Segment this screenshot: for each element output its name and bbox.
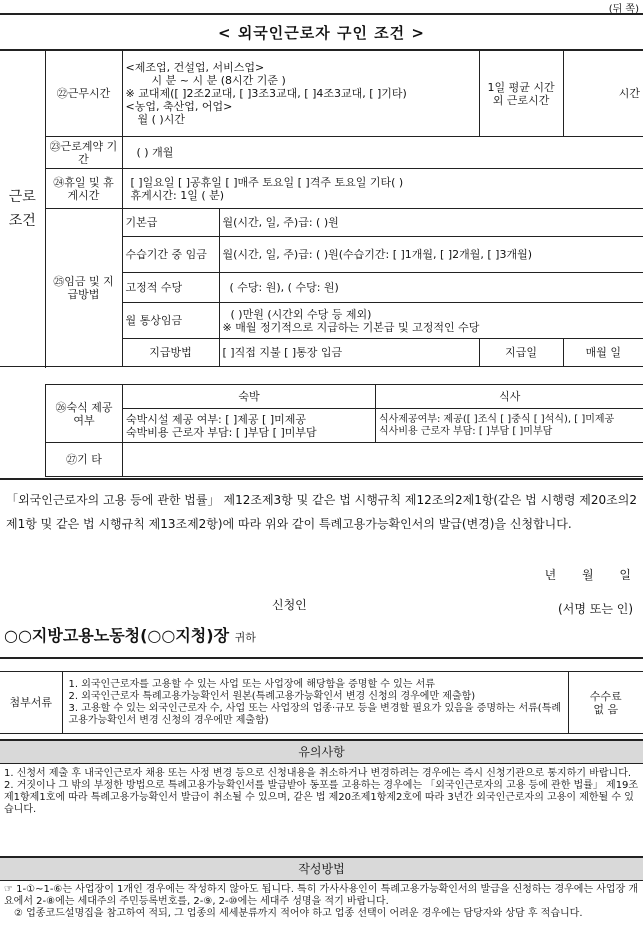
monthly-wage-label: 월 통상임금 (122, 303, 219, 339)
lodging-label: ㉖숙식 제공 여부 (46, 385, 123, 443)
attachments-label: 첨부서류 (0, 672, 62, 734)
work-hours-label: ㉒근무시간 (45, 51, 122, 137)
top-rule (0, 13, 643, 15)
trial-pay-value: 월(시간, 일, 주)급: ( )원(수습기간: [ ]1개월, [ ]2개월, [ ]3개월) (219, 237, 643, 273)
monthly-wage-value: ( )만원 (시간외 수당 등 제외) ※ 매월 정기적으로 지급하는 기본급 및 고정적인 수당 (219, 303, 643, 339)
overtime-label: 1일 평균 시간외 근로시간 (479, 51, 563, 137)
office-name: ○○지방고용노동청(○○지청)장 귀하 (4, 626, 256, 645)
attachments-list: 1. 외국인근로자를 고용할 수 있는 사업 또는 사업장에 해당함을 증명할 수 있는 서류 2. 외국인근로자 특례고용가능확인서 원본(특례고용가능확인서 변경 신청의 경우에만 제출함) 3. 고용할 수 있는 외국인근로자 수, 사업 또는 사업장의 업종·규모 등을 변경할 필요가 있음을 증명하는 서류(특례고용가능확인서 변경 신청의 경우에만 제출함) (62, 672, 568, 734)
pay-method-label: 지급방법 (122, 339, 219, 367)
wage-label: ㉕임금 및 지급방법 (45, 209, 122, 367)
date-line: 년 월 일 (544, 568, 631, 582)
holiday-label: ㉔휴일 및 휴게시간 (45, 169, 122, 209)
fixed-allowance-label: 고정적 수당 (122, 273, 219, 303)
lodging-detail: 숙박시설 제공 여부: [ ]제공 [ ]미제공 숙박비용 근로자 부담: [ ]부담 [ ]미부담 (123, 409, 376, 443)
payday-label: 지급일 (479, 339, 563, 367)
application-statement: 「외국인근로자의 고용 등에 관한 법률」 제12조제3항 및 같은 법 시행규칙 제12조의2제1항(같은 법 시행령 제20조의2제1항 및 같은 법 시행규칙 제13조제2항)에 따라 위와 같이 특례고용가능확인서의 발급(변경)을 신청합니다. (6, 493, 637, 531)
other-value (123, 443, 643, 477)
pay-method-value: [ ]직접 지불 [ ]통장 입금 (219, 339, 479, 367)
signature-label: (서명 또는 인) (558, 602, 633, 616)
howto-list: ☞ 1-①~1-⑥는 사업장이 1개인 경우에는 작성하지 않아도 됩니다. 특히 가사사용인이 특례고용가능확인서의 발급을 신청하는 경우에는 사업장 개요에서 2-⑧에는 세대주의 주민등록번호를, 2-⑨, 2-⑩에는 세대주 성명을 적기 바랍니다. ② 업종코드설명집을 참고하여 적되, 그 업종의 세세분류까지 적어야 하고 업종 선택이 어려운 경우에는 담당자와 상담 후 적습니다. (4, 884, 639, 919)
payday-value: 매월 일 (563, 339, 643, 367)
attachments-table (0, 671, 643, 734)
notice-heading: 유의사항 (0, 739, 643, 764)
contract-label: ㉓근로계약 기간 (45, 137, 122, 169)
work-hours-cell: <제조업, 건설업, 서비스업> 시 분 ~ 시 분 (8시간 기준 ) ※ 교대제([ ]2조2교대, [ ]3조3교대, [ ]4조3교대, [ ]기타) <농업, 축산업, 어업> 월 ( )시간 (122, 51, 479, 137)
form-title: < 외국인근로자 구인 조건 > (218, 24, 425, 42)
overtime-value: 시간 (563, 51, 643, 137)
other-label: ㉗기 타 (46, 443, 123, 477)
fixed-allowance-value: ( 수당: 원), ( 수당: 원) (219, 273, 643, 303)
section-label: 근로 조건 (0, 51, 45, 367)
lodging-head: 숙박 (123, 385, 376, 409)
howto-heading: 작성방법 (0, 856, 643, 881)
holiday-value: [ ]일요일 [ ]공휴일 [ ]매주 토요일 [ ]격주 토요일 기타( ) 휴게시간: 1일 ( 분) (122, 169, 643, 209)
page-marker: (뒤 쪽) (608, 4, 639, 15)
attach-top-rule (0, 657, 643, 659)
fee-cell: 수수료 없 음 (568, 672, 643, 734)
meal-detail: 식사제공여부: 제공([ ]조식 [ ]중식 [ ]석식), [ ]미제공 식사비용 근로자 부담: [ ]부담 [ ]미부담 (376, 409, 643, 443)
meal-head: 식사 (376, 385, 643, 409)
base-pay-label: 기본급 (122, 209, 219, 237)
base-pay-value: 월(시간, 일, 주)급: ( )원 (219, 209, 643, 237)
conditions-table (0, 50, 643, 367)
trial-pay-label: 수습기간 중 임금 (122, 237, 219, 273)
notice-list: 1. 신청서 제출 후 내국인근로자 채용 또는 사정 변경 등으로 신청내용을 취소하거나 변경하려는 경우에는 즉시 신청기관으로 통지하기 바랍니다. 2. 거짓이나 그 밖의 부정한 방법으로 특례고용가능확인서를 발급받아 동포를 고용하는 경우에는 「외국인근로자의 고용 등에 관한 법률」 제19조제1항제1호에 따라 특례고용가능확인서 발급이 취소될 수 있으며, 같은 법 제20조제1항제2호에 따라 3년간 외국인근로자의 고용이 제한될 수 있습니다. (4, 768, 639, 815)
lodging-table (45, 384, 643, 477)
contract-value: ( ) 개월 (122, 137, 643, 169)
table-bottom-rule (0, 478, 643, 480)
applicant-label: 신청인 (272, 598, 307, 612)
